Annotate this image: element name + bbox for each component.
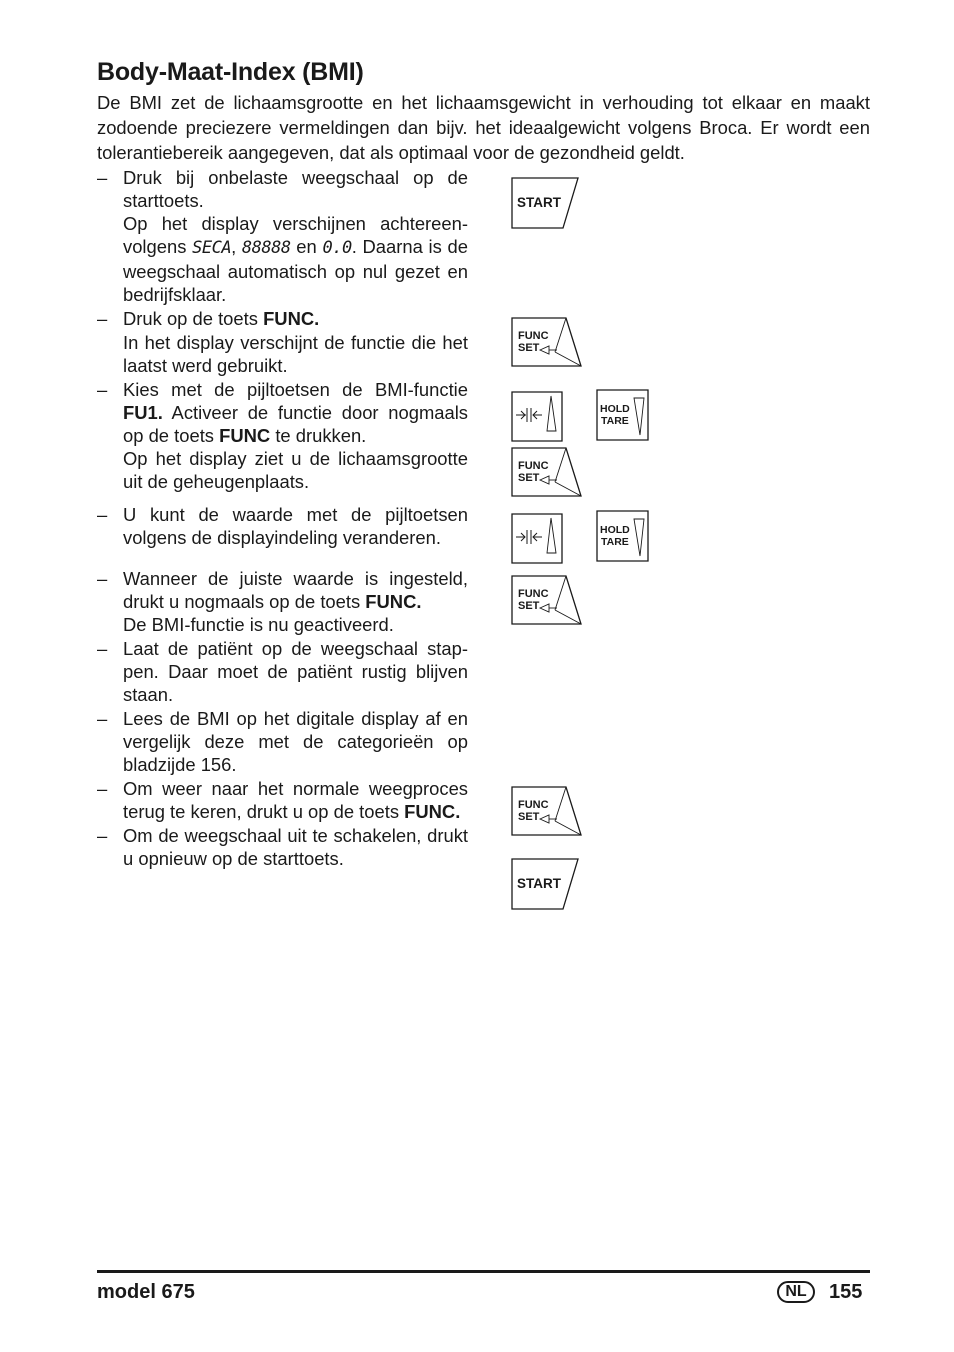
step-3 [97,378,468,493]
func-key-label: FUNC [518,460,549,472]
step-3-note: Op het display ziet u de lichaamsgrootte uit de geheugenplaats. [123,448,468,492]
func-keyword: FUNC. [365,591,422,612]
step-7 [97,707,468,776]
func-key-label: FUNC [518,588,549,600]
step-5 [97,567,468,636]
func-set-key-icon [511,447,583,498]
start-key-icon [511,177,581,229]
page-title: Body-Maat-Index (BMI) [97,58,364,86]
set-key-label: SET [518,342,540,354]
tare-key-label: TARE [601,415,629,427]
hold-tare-key-icon [596,510,652,563]
bullet-dash: – [97,379,108,400]
func-set-key-icon [511,786,583,837]
step-6 [97,637,468,706]
func-set-key-icon [511,575,583,626]
set-key-label: SET [518,472,540,484]
step-4-text: U kunt de waarde met de pijltoetsen volgens de displayindeling veranderen. [123,504,468,548]
step-2-text-part: Druk op de toets [123,308,264,329]
start-key-label: START [517,876,561,891]
hold-key-label: HOLD [600,524,630,536]
start-key-label: START [517,195,561,210]
step-1-note-text: en [290,236,323,257]
display-zero: 0.0 [322,238,352,258]
hold-key-label: HOLD [600,403,630,415]
instruction-list [97,166,468,870]
step-6-text: Laat de patiënt op de weegschaal stappen. Daar moet de patiënt rustig blijven staan. [123,638,468,705]
set-key-label: SET [518,811,540,823]
bullet-dash: – [97,167,108,188]
step-1 [97,166,468,306]
step-5-text-part: Wanneer de juiste waarde is ingesteld, drukt u nogmaals op de toets [123,568,468,612]
func-key-label: FUNC [518,330,549,342]
step-1-note-text: Op het display verschijnen achtereenvolgens [123,213,468,257]
step-8 [97,777,468,823]
step-3-text-part: Activeer de functie door nogmaals op de toets [123,402,468,446]
step-7-text: Lees de BMI op het digitale display af en vergelijk deze met de categorieën op bladzijde 156. [123,708,468,775]
func-keyword: FUNC. [263,308,320,329]
step-1-note-text: . Daarna is de weegschaal automatisch op nul gezet en bedrijfsklaar. [123,236,468,305]
bullet-dash: – [97,308,108,329]
func-keyword: FUNC [219,425,271,446]
arrows-inward-key-icon [511,513,565,565]
bullet-dash: – [97,568,108,589]
page-number: 155 [829,1281,863,1303]
step-2-note: In het display verschijnt de functie die het laatst werd gebruikt. [123,332,468,376]
bullet-dash: – [97,638,108,659]
fu1-keyword: FU1. [123,402,163,423]
step-8-text-part: Om weer naar het normale weegproces terug te keren, drukt u op de toets [123,778,468,822]
step-1-note-text: , [231,236,242,257]
step-9 [97,824,468,870]
language-badge: NL [777,1281,815,1303]
hold-tare-key-icon [596,389,652,442]
step-3-text [123,378,468,447]
bullet-dash: – [97,825,108,846]
step-1-note [123,212,468,306]
step-3-text-part: Kies met de pijltoetsen de BMI-functie [123,379,468,400]
footer-rule [97,1270,870,1273]
arrows-inward-key-icon [511,391,565,443]
func-keyword: FUNC. [404,801,461,822]
func-set-key-icon [511,317,583,368]
display-seca: SECA [192,238,232,258]
intro-paragraph: De BMI zet de lichaamsgrootte en het lichaamsgewicht in verhouding tot elkaar en maakt zodoende preciezere vermeldingen dan bijv. het ideaalgewicht volgens Broca. Er wordt een tolerantiebereik aangegeven, dat als optimaal voor de gezondheid geldt. [97,92,870,163]
step-3-text-part: te drukken. [270,425,367,446]
step-1-text: Druk bij onbelaste weegschaal op de starttoets. [123,167,468,211]
step-8-text [123,777,468,823]
bullet-dash: – [97,708,108,729]
model-label: model 675 [97,1281,195,1303]
bullet-dash: – [97,778,108,799]
display-88888: 88888 [241,238,291,258]
tare-key-label: TARE [601,536,629,548]
step-4 [97,503,468,549]
start-key-icon [511,858,581,910]
step-2 [97,307,468,377]
step-2-text [123,307,468,330]
set-key-label: SET [518,600,540,612]
func-key-label: FUNC [518,799,549,811]
bullet-dash: – [97,504,108,525]
step-5-text [123,567,468,613]
step-5-note: De BMI-functie is nu geactiveerd. [123,614,394,635]
step-9-text: Om de weegschaal uit te schakelen, drukt u opnieuw op de starttoets. [123,825,468,869]
